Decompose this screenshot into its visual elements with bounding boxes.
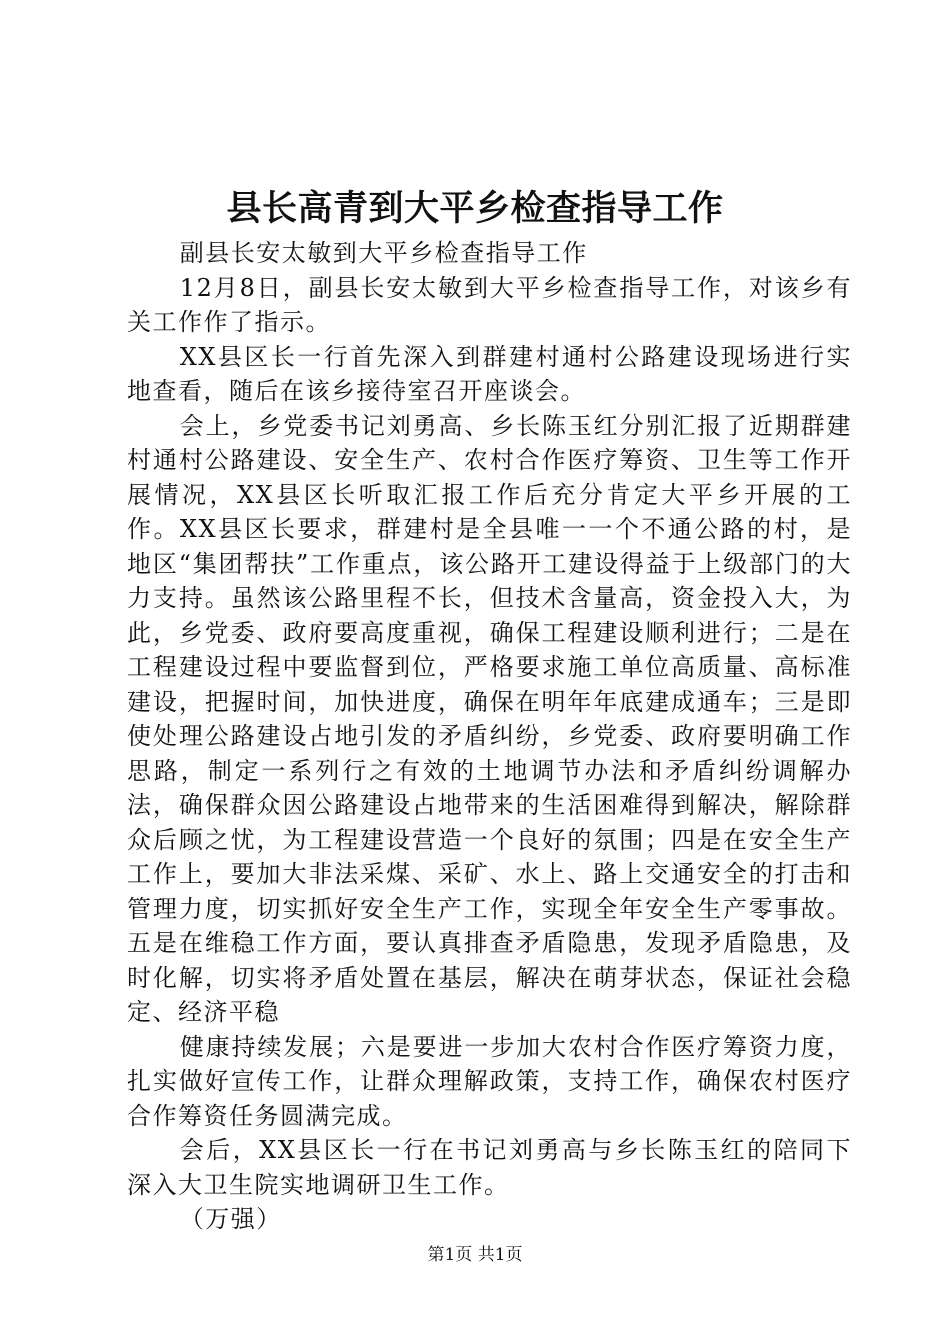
page-number-footer: 第1页 共1页 (427, 1245, 523, 1265)
article-body (127, 236, 852, 1237)
page-title: 县长高青到大平乡检查指导工作 (226, 189, 724, 229)
body-paragraph: 会上，乡党委书记刘勇高、乡长陈玉红分别汇报了近期群建村通村公路建设、安全生产、农村合作医疗筹资、卫生等工作开展情况，XX县区长听取汇报工作后充分肯定大平乡开展的工作。XX县区长要求，群建村是全县唯一一个不通公路的村，是地区“集团帮扶”工作重点，该公路开工建设得益于上级部门的大力支持。虽然该公路里程不长，但技术含量高，资金投入大，为此，乡党委、政府要高度重视，确保工程建设顺利进行；二是在工程建设过程中要监督到位，严格要求施工单位高质量、高标准建设，把握时间，加快进度，确保在明年年底建成通车；三是即使处理公路建设占地引发的矛盾纠纷，乡党委、政府要明确工作思路，制定一系列行之有效的土地调节办法和矛盾纠纷调解办法，确保群众因公路建设占地带来的生活困难得到解决，解除群众后顾之忧，为工程建设营造一个良好的氛围；四是在安全生产工作上，要加大非法采煤、采矿、水上、路上交通安全的打击和管理力度，切实抓好安全生产工作，实现全年安全生产零事故。五是在维稳工作方面，要认真排查矛盾隐患，发现矛盾隐患，及时化解，切实将矛盾处置在基层，解决在萌芽状态，保证社会稳定、经济平稳 (127, 411, 852, 1026)
body-paragraph: XX县区长一行首先深入到群建村通村公路建设现场进行实地查看，随后在该乡接待室召开座谈会。 (127, 342, 852, 405)
body-paragraph: 12月8日，副县长安太敏到大平乡检查指导工作，对该乡有关工作作了指示。 (127, 273, 852, 336)
body-paragraph: 会后，XX县区长一行在书记刘勇高与乡长陈玉红的陪同下深入大卫生院实地调研卫生工作。 (127, 1136, 852, 1199)
body-paragraph: 健康持续发展；六是要进一步加大农村合作医疗筹资力度，扎实做好宣传工作，让群众理解政策，支持工作，确保农村医疗合作筹资任务圆满完成。 (127, 1032, 852, 1130)
subtitle-paragraph: 副县长安太敏到大平乡检查指导工作 (179, 239, 588, 267)
author-line: （万强） (179, 1205, 282, 1233)
